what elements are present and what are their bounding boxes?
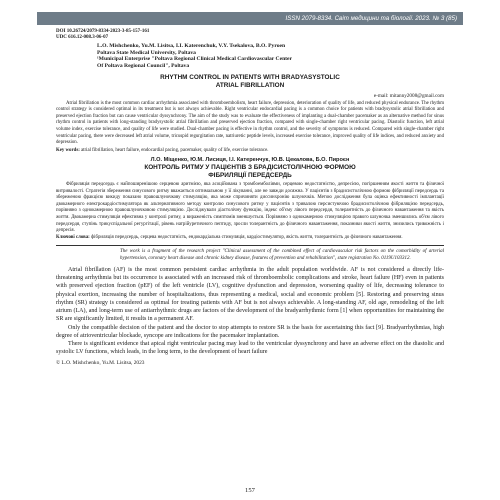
abstract-en	[56, 101, 444, 147]
section-divider	[56, 245, 444, 246]
article-body	[56, 266, 444, 357]
article-title-ua	[56, 164, 444, 180]
article-title-en	[56, 74, 444, 90]
affiliation-line-2: ¹Municipal Enterprise "Poltava Regional Clinical Medical Cardiovascular Center	[97, 56, 293, 62]
affiliation-line-3: Of Poltava Regional Council", Poltava	[97, 62, 190, 69]
running-header: ISSN 2079-8334. Світ медицини та біології. 2023. № 3 (85)	[37, 12, 463, 25]
keywords-label: Key words:	[56, 147, 80, 153]
body-paragraph-3: There is significant evidence that apical right ventricular pacing may lead to the ventricular dyssynchrony and have an adverse effect on the diastolic and systolic LV functions, which leads, in the long term, to the development of heart failure	[56, 341, 444, 356]
copyright-line: © L.O. Mishchenko, Yu.M. Lisitsa, 2023	[56, 359, 145, 366]
funding-note: The work is a fragment of the research project "Clinical assessment of the combined effect of cardiovascular risk factors on the comorbidity of arterial hypertension, coronary heart disease and chronic kidney disease, features of prevention and rehabilitation", state registration No. 0119U103312.	[120, 249, 444, 262]
ua-title-line-1: КОНТРОЛЬ РИТМУ У ПАЦІЄНТІВ З БРАДІСИСТОЛІЧНОЮ ФОРМОЮ	[144, 164, 356, 172]
title-line-2: ATRIAL FIBRILLATION	[215, 81, 285, 89]
abstract-ua-text: Фібриляція передсердь є найпоширенішою серцевою аритмією, яка асоційована з тромбоемболіями, серцевою недостатністю, депресією, погіршенням якості життя та фізичної витривалості. Стратегія збереження синусового ритму вважається оптимальною у її лікуванні, але не завжди досяжна. У пацієнтів з брадисистолічною формою фібриляції передсердь та збереженою фракцією викиду показано правошлуночкову стимуляцію, яка може спричиняти диссинхронію шлуночків. Метою дослідження була оцінка ефективності імплантації двокамерного електрокардіостимулятора як альтернативного методу контролю синусового ритму у пацієнтів з тривалою персистуючою брадисистолічною фібриляцією передсердь, порівняно з однокамерною правошлуночковою стимуляцією. Досліджували діастолічну функцію, індекс об'єму лівого передсердя, толерантність до фізичного навантаження та якість життя. Двокамерна стимуляція ефективна у контролі ритму, а вираженість симптомів зменшується. Порівняно з однокамерною стимуляцією правого шлуночка зменшились об'єм лівого передсердя, ступінь трикуспідальної регургітації, рівень натрійуретичного пептиду, зросли толерантність до фізичного навантаження, показники якості життя, знизились тривожність і депресія.	[56, 181, 444, 234]
authors-en: L.O. Mishchenko, Yu.M. Lisitsa, I.I. Katerenchuk, V.Y. Tsekalova, B.O. Pyroen	[97, 43, 286, 49]
body-paragraph-2: Only the compatible decision of the patient and the doctor to stop attempts to restore SR is the basis for ascertaining this fact [9]. Bradyarrhythmias, high degree of atrioventricular blockade, syncope are indications for the pacemaker implantation.	[56, 324, 444, 339]
page-number: 157	[245, 487, 255, 494]
keywords-text: atrial fibrillation, heart failure, endocardial pacing, pacemaker, quality of life, exercise tolerance.	[79, 147, 269, 153]
keywords-ua	[56, 235, 444, 242]
doi-line: DOI 10.26724/2079-8334-2023-3-85-157-161	[56, 29, 150, 34]
abstract-en-text: Atrial fibrillation is the most common cardiac arrhythmia associated with thromboembolism, heart failure, depression, deterioration of quality of life, and reduced physical endurance. The rhythm control strategy is considered optimal in its treatment but is not always achievable. Right ventricular endocardial pacing is a common choice for patients with bradysystolic atrial fibrillation and preserved ejection fraction but can cause ventricular dyssynchrony. The aim of the study was to evaluate the effectiveness of implanting a dual-chamber pacemaker as an alternative method for sinus rhythm control in patients with long-standing bradysystolic atrial fibrillation and preserved ejection fraction, compared with single-chamber right ventricular pacing. Diastolic function, left atrial volume index, exercise tolerance, and quality of life were studied. Dual-chamber pacing is effective in rhythm control, and the severity of symptoms is reduced. Compared with single-chamber right ventricular pacing, there were decreased left atrial volume, tricuspid regurgitation rate, natriuretic peptide levels, increased exercise tolerance, improved quality of life indices, and reduced anxiety and depression.	[56, 100, 444, 146]
ua-keywords-label: Ключові слова:	[56, 234, 90, 240]
article-content	[56, 29, 444, 367]
title-line-1: RHYTHM CONTROL IN PATIENTS WITH BRADYASYSTOLIC	[160, 74, 340, 81]
keywords-en	[56, 148, 444, 155]
body-paragraph-1: Atrial fibrillation (AF) is the most common persistent cardiac arrhythmia in the adult population worldwide. AF is not considered a directly life-threatening arrhythmia but its occurrence is associated with an increased risk of thromboembolic complications and stroke, heart failure (HF) even in patients with preserved ejection fraction (pEF) of the left ventricle (LV), cognitive dysfunction and depression, worsening quality of life, decreasing tolerance to physical exertion, increasing the number of hospitalizations, thus representing a medical, social and economic problem [5]. Restoring and preserving sinus rhythm (SR) strategy is considered as optimal for treating patients with AF but is not always achievable. A long-standing AF, old age, remodeling of the left atrium (LA), and long-term use of antiarrhythmic drugs are factors of the development of the bradyarrhythmic form [1] when opportunities for maintaining the SR are significantly limited, it results in a permanent AF.	[56, 266, 444, 323]
authors-ua: Л.О. Міщенко, Ю.М. Лисиця, І.І. Катеренчук, Ю.В. Цекалова, Б.О. Пироєн	[150, 157, 350, 164]
udc-line: UDC 616.12-008.3-06-07	[56, 35, 109, 40]
abstract-ua	[56, 182, 444, 235]
contact-email[interactable]: e-mail: mitanny2008@gmail.com	[373, 92, 444, 99]
ua-keywords-text: фібриляція передсердь, серцева недостатність, ендокардіальна стимуляція, кардіостимулятор, якість життя, толерантність до фізичного навантаження.	[89, 234, 403, 240]
ua-title-line-2: ФІБРИЛЯЦІЇ ПЕРЕДСЕРДЬ	[208, 172, 292, 180]
affiliation-line-1: Poltava State Medical University, Poltava	[97, 49, 196, 56]
